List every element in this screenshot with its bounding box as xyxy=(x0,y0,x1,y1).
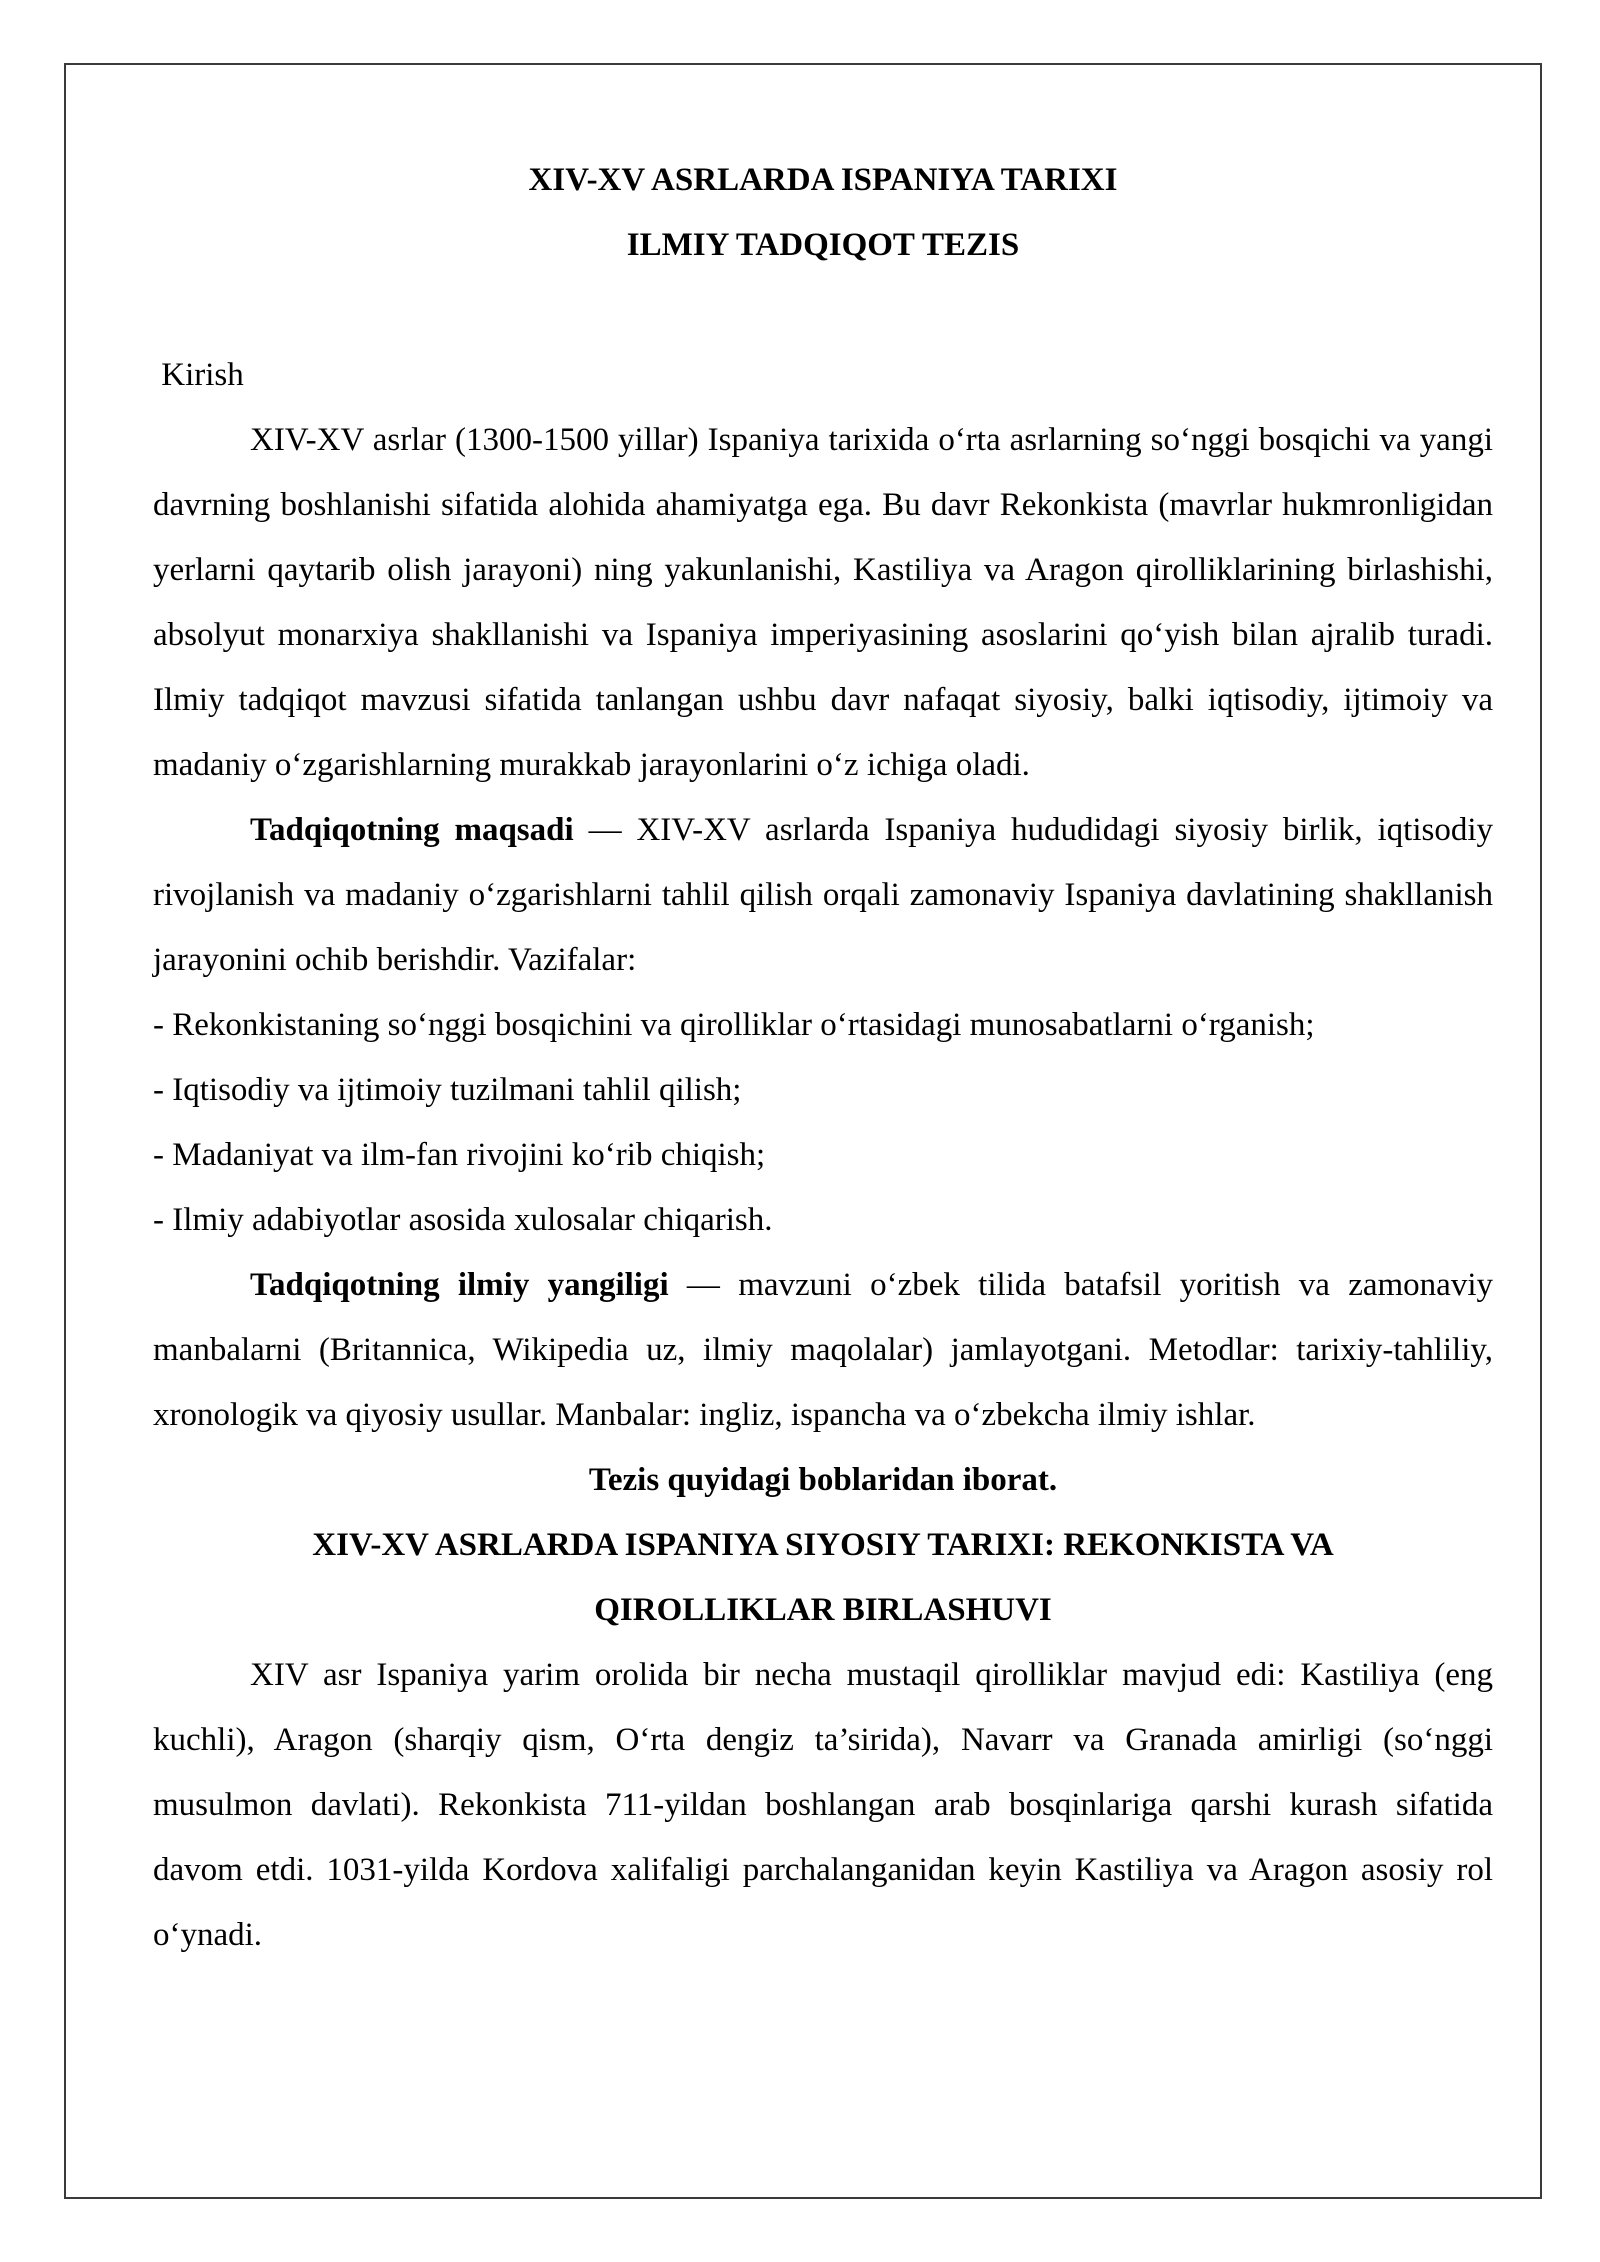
intro-paragraph: XIV-XV asrlar (1300-1500 yillar) Ispaniya tarixida o‘rta asrlarning so‘nggi bosqichi va yangi davrning boshlanishi sifatida alohida ahamiyatga ega. Bu davr Rekonkista (mavrlar hukmronligidan yerlarni qaytarib olish jarayoni) ning yakunlanishi, Kastiliya va Aragon qirolliklarining birlashishi, absolyut monarxiya shakllanishi va Ispaniya imperiyasining asoslarini qo‘yish bilan ajralib turadi. Ilmiy tadqiqot mavzusi sifatida tanlangan ushbu davr nafaqat siyosiy, balki iqtisodiy, ijtimoiy va madaniy o‘zgarishlarning murakkab jarayonlarini o‘z ichiga oladi. xyxy=(153,422,1493,783)
chapter-paragraph: XIV asr Ispaniya yarim orolida bir necha mustaqil qirolliklar mavjud edi: Kastiliya (eng kuchli), Aragon (sharqiy qism, O‘rta dengiz ta’sirida), Navarr va Granada amirligi (so‘nggi musulmon davlati). Rekonkista 711-yildan boshlangan arab bosqinlariga qarshi kurash sifatida davom etdi. 1031-yilda Kordova xalifaligi parchalanganidan keyin Kastiliya va Aragon asosiy rol o‘ynadi. xyxy=(153,1657,1493,1953)
goal-label: Tadqiqotning maqsadi xyxy=(250,812,574,848)
task-item: - Ilmiy adabiyotlar asosida xulosalar chiqarish. xyxy=(153,1202,773,1238)
intro-heading: Kirish xyxy=(153,357,244,393)
task-item: - Iqtisodiy va ijtimoiy tuzilmani tahlil qilish; xyxy=(153,1072,742,1108)
document-subtitle: ILMIY TADQIQOT TEZIS xyxy=(626,227,1020,263)
task-item: - Madaniyat va ilm-fan rivojini ko‘rib chiqish; xyxy=(153,1137,766,1173)
document-title: XIV-XV ASRLARDA ISPANIYA TARIXI xyxy=(528,162,1118,198)
goal-text: — XIV-XV asrlarda Ispaniya hududidagi siyosiy birlik, iqtisodiy rivojlanish va madaniy o‘zgarishlarni tahlil qilish orqali zamonaviy Ispaniya davlatining shakllanish jarayonini ochib berishdir. Vazifalar: xyxy=(153,812,1494,978)
novelty-paragraph xyxy=(153,1253,1493,1448)
chapter-title-line1: XIV-XV ASRLARDA ISPANIYA SIYOSIY TARIXI: REKONKISTA VA xyxy=(312,1527,1334,1563)
novelty-label: Tadqiqotning ilmiy yangiligi xyxy=(250,1267,669,1303)
document-body xyxy=(153,148,1493,1968)
task-item: - Rekonkistaning so‘nggi bosqichini va qirolliklar o‘rtasidagi munosabatlarni o‘rganish; xyxy=(153,1007,1315,1043)
chapter-title-line2: QIROLLIKLAR BIRLASHUVI xyxy=(594,1592,1052,1628)
goal-paragraph xyxy=(153,798,1493,993)
novelty-text: — mavzuni o‘zbek tilida batafsil yoritish va zamonaviy manbalarni (Britannica, Wikipedia uz, ilmiy maqolalar) jamlayotgani. Metodlar: tarixiy-tahliliy, xronologik va qiyosiy usullar. Manbalar: ingliz, ispancha va o‘zbekcha ilmiy ishlar. xyxy=(153,1267,1493,1433)
title-spacer xyxy=(153,278,1493,343)
structure-note: Tezis quyidagi boblaridan iborat. xyxy=(588,1462,1058,1498)
